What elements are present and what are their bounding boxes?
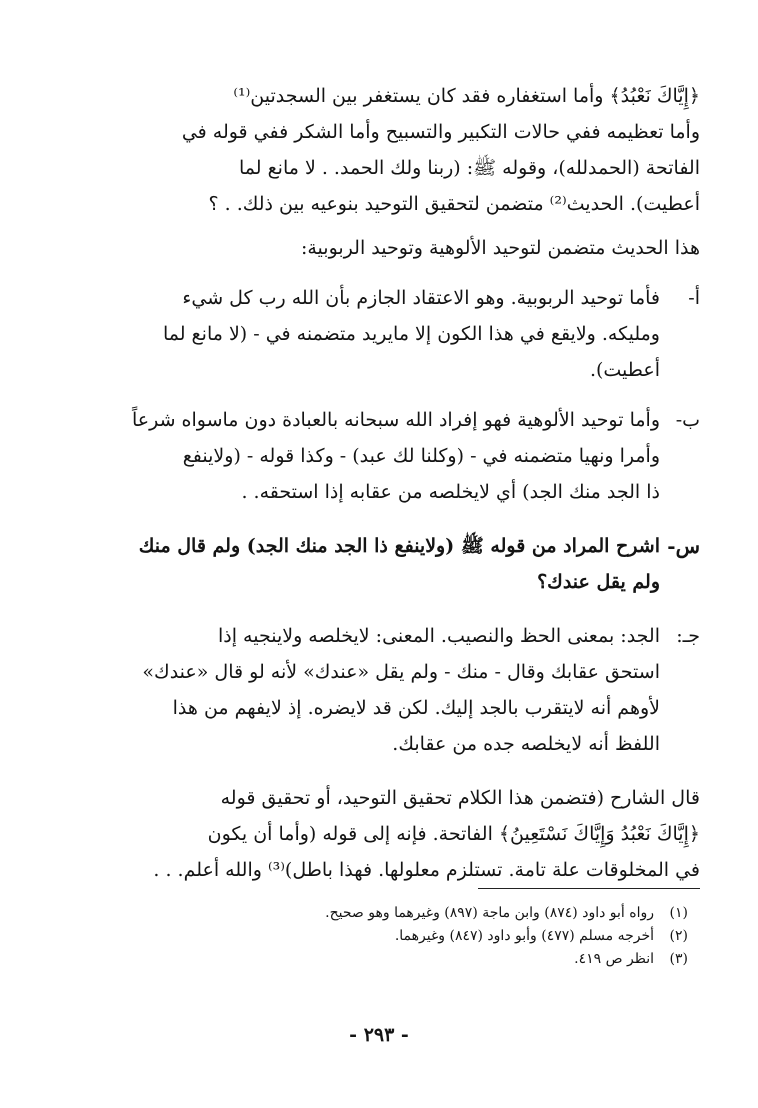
text-line: قال الشارح (فتضمن هذا الكلام تحقيق التوحيد، أو تحقيق قوله [220,787,700,809]
footnote [120,902,688,925]
page-body [96,78,700,888]
page-number: - ٢٩٣ - [349,1024,409,1046]
text-line: اللفظ أنه لايخلصه جده من عقابك. [392,733,660,755]
text-line: لأوهم أنه لايتقرب بالجد إليك. لكن قد لايضره. إذ لايفهم من هذا [172,697,660,719]
text-line: أعطيت). [589,359,660,381]
commentary-paragraph [96,780,700,888]
footnote [120,925,688,948]
text-line: ﴿إِيَّاكَ نَعْبُدُ وَإِيَّاكَ نَسْتَعِينُ﴾ الفاتحة. فإنه إلى قوله (وأما أن يكون [207,823,700,845]
footnote-text: أخرجه مسلم (٤٧٧) وأبو داود (٨٤٧) وغيرهما. [394,928,654,944]
item-marker: ب- [675,409,700,431]
answer-block [96,618,700,762]
text-line: الجد: بمعنى الحظ والنصيب. المعنى: لايخلصه ولاينجيه إذا [217,625,660,647]
footnote-number: (٣) [669,951,688,967]
text-line: ومليكه. ولايقع في هذا الكون إلا مايريد متضمنه في - (لا مانع لما [162,323,660,345]
footnote-text: رواه أبو داود (٨٧٤) وابن ماجة (٨٩٧) وغيرهما وهو صحيح. [325,905,654,921]
text-line: ولم يقل عندك؟ [537,571,660,593]
answer-marker: جـ: [676,625,700,647]
text-line: في المخلوقات علة تامة. تستلزم معلولها. فهذا باطل)⁽³⁾ والله أعلم. . . [153,859,700,881]
text-line: وأمرا ونهيا متضمنه في - (وكلنا لك عبد) - وكذا قوله - (ولاينفع [182,445,660,467]
question-block [96,528,700,600]
text-line: ﴿إِيَّاكَ نَعْبُدُ﴾ وأما استغفاره فقد كان يستغفر بين السجدتين⁽¹⁾ [233,85,700,107]
list-item-a [96,280,700,388]
text-line: أعطيت). الحديث⁽²⁾ متضمن لتحقيق التوحيد بنوعيه بين ذلك. . ؟ [208,193,700,215]
item-text [96,280,660,388]
item-text [96,402,660,510]
footnote-number: (٢) [669,928,688,944]
text-line: ذا الجد منك الجد) أي لايخلصه من عقابه إذا استحقه. . [241,481,660,503]
answer-text [96,618,660,762]
text-line: وأما تعظيمه ففي حالات التكبير والتسبيح وأما الشكر ففي قوله في [181,121,700,143]
text-line: الفاتحة (الحمدلله)، وقوله ﷺ: (ربنا ولك الحمد. . لا مانع لما [238,157,700,179]
intro-paragraph [96,78,700,222]
list-item-b [96,402,700,510]
question-text [96,528,660,600]
footnote [120,948,688,971]
text-line: استحق عقابك وقال - منك - ولم يقل «عندك» لأنه لو قال «عندك» [142,661,660,683]
item-marker: أ- [688,287,700,309]
text-line: فأما توحيد الربوبية. وهو الاعتقاد الجازم بأن الله رب كل شيء [182,287,660,309]
footnote-number: (١) [669,905,688,921]
footnote-divider [478,888,700,889]
text-line: اشرح المراد من قوله ﷺ (ولاينفع ذا الجد منك الجد) ولم قال منك [138,535,660,557]
statement-line: هذا الحديث متضمن لتوحيد الألوهية وتوحيد الربوبية: [300,237,700,259]
footnotes [120,902,688,971]
text-line: وأما توحيد الألوهية فهو إفراد الله سبحانه بالعبادة دون ماسواه شرعاً [131,409,660,431]
footnote-text: انظر ص ٤١٩. [574,951,654,967]
question-marker: س- [667,534,700,558]
